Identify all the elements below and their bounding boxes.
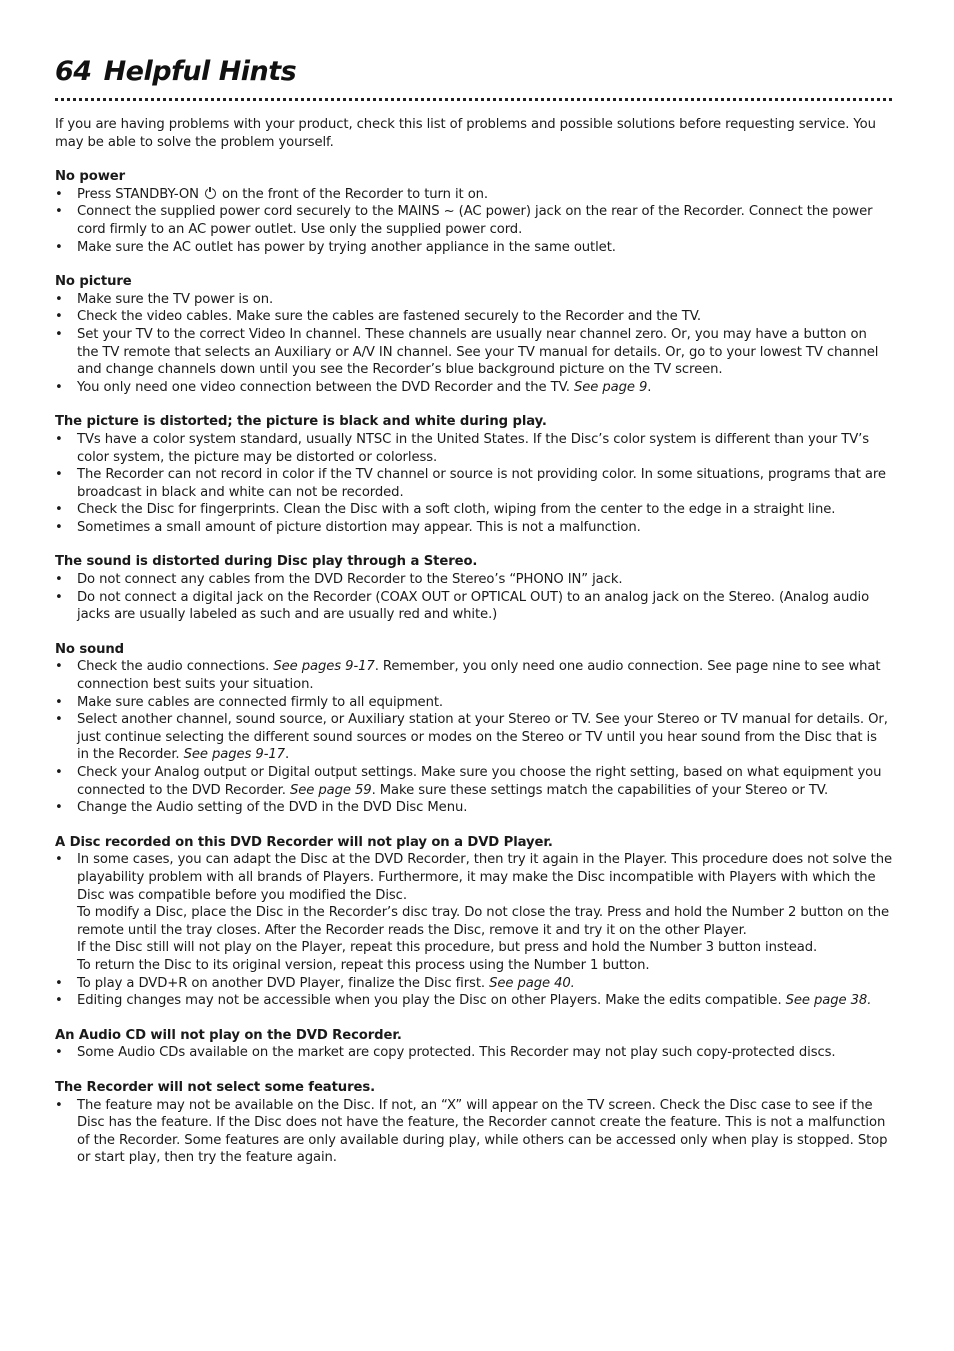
list-item bbox=[55, 308, 892, 326]
page-title: Helpful Hints bbox=[103, 56, 297, 87]
item-text: To play a DVD+R on another DVD Player, finalize the Disc first. bbox=[77, 975, 485, 991]
item-text: Check the video cables. Make sure the cables are fastened securely to the Recorder and the TV. bbox=[77, 309, 702, 325]
hint-section bbox=[55, 1027, 892, 1062]
section-heading: A Disc recorded on this DVD Recorder will not play on a DVD Player. bbox=[55, 834, 553, 850]
bullet-icon: • bbox=[55, 589, 63, 605]
section-heading: No sound bbox=[55, 641, 125, 657]
item-text: Make sure cables are connected firmly to all equipment. bbox=[77, 694, 443, 710]
list-item bbox=[55, 519, 892, 537]
item-text: Some Audio CDs available on the market are copy protected. This Recorder may not play such copy-protected discs. bbox=[77, 1045, 836, 1061]
page-reference: See pages 9-17 bbox=[273, 659, 375, 675]
section-heading: The picture is distorted; the picture is black and white during play. bbox=[55, 414, 547, 430]
page-reference: See page 38. bbox=[785, 993, 872, 1009]
item-text: Press STANDBY-ON bbox=[77, 186, 199, 202]
item-text-line: To modify a Disc, place the Disc in the Recorder’s disc tray. Do not close the tray. Press and hold the Number 2 button on the remote until the tray closes. After the Recorder reads the Disc, remove it and try it on the other Player. bbox=[77, 905, 890, 938]
hint-section bbox=[55, 641, 892, 817]
bullet-icon: • bbox=[55, 519, 63, 535]
item-text: Make sure the TV power is on. bbox=[77, 291, 274, 307]
item-text: Do not connect any cables from the DVD Recorder to the Stereo’s “PHONO IN” jack. bbox=[77, 572, 623, 588]
section-heading: No power bbox=[55, 169, 126, 185]
bullet-icon: • bbox=[55, 765, 63, 780]
page-reference: See page 59 bbox=[289, 782, 372, 798]
list-item bbox=[55, 466, 892, 501]
power-icon bbox=[205, 188, 216, 199]
list-item bbox=[55, 431, 892, 466]
item-text-tail: . bbox=[647, 379, 652, 395]
item-text: on the front of the Recorder to turn it on. bbox=[221, 186, 489, 202]
bullet-icon: • bbox=[55, 694, 63, 710]
page-reference: See pages 9-17 bbox=[183, 747, 285, 763]
list-item bbox=[55, 203, 892, 238]
bullet-list bbox=[55, 431, 892, 537]
item-text: Check your Analog output or Digital output settings. Make sure you choose the right setting, based on what equipment you connected to the DVD Recorder. bbox=[77, 765, 882, 798]
section-heading: No picture bbox=[55, 274, 132, 290]
list-item bbox=[55, 992, 892, 1010]
page-header bbox=[55, 56, 296, 96]
dotted-divider bbox=[55, 98, 892, 101]
bullet-icon: • bbox=[55, 659, 63, 675]
list-item bbox=[55, 711, 892, 764]
item-text: Check the audio connections. bbox=[77, 659, 270, 675]
intro-paragraph: If you are having problems with your product, check this list of problems and possible solutions before requesting service. You may be able to solve the problem yourself. bbox=[55, 117, 876, 150]
bullet-list bbox=[55, 1097, 892, 1167]
item-text: Sometimes a small amount of picture distortion may appear. This is not a malfunction. bbox=[77, 519, 641, 535]
list-item bbox=[55, 975, 892, 993]
hint-section bbox=[55, 553, 892, 623]
page-reference: See page 40. bbox=[489, 975, 575, 991]
item-text: Do not connect a digital jack on the Recorder (COAX OUT or OPTICAL OUT) to an analog jack on the Stereo. (Analog audio jacks are usually labeled as such and are usually red and white.) bbox=[77, 589, 870, 623]
list-item bbox=[55, 658, 892, 693]
list-item bbox=[55, 239, 892, 257]
list-item bbox=[55, 291, 892, 309]
bullet-list bbox=[55, 851, 892, 1009]
item-text: You only need one video connection between the DVD Recorder and the TV. bbox=[77, 379, 570, 395]
list-item bbox=[55, 379, 892, 397]
list-item bbox=[55, 764, 892, 799]
item-text-line: In some cases, you can adapt the Disc at the DVD Recorder, then try it again in the Player. This procedure does not solve the playability problem with all brands of Players. Furthermore, it may make the Disc incompatible with Players with which the Disc was compatible before you modified the Disc. bbox=[77, 852, 893, 903]
bullet-icon: • bbox=[55, 1045, 63, 1061]
item-text: Connect the supplied power cord securely to the MAINS ~ (AC power) jack on the rear of the Recorder. Connect the power cord firmly to an AC power outlet. Use only the supplied power cord. bbox=[77, 204, 873, 237]
bullet-icon: • bbox=[55, 204, 63, 220]
bullet-icon: • bbox=[55, 379, 63, 395]
page-content bbox=[55, 116, 892, 1184]
bullet-icon: • bbox=[55, 239, 63, 255]
hint-section bbox=[55, 168, 892, 256]
list-item bbox=[55, 571, 892, 589]
bullet-list bbox=[55, 291, 892, 397]
bullet-list bbox=[55, 1044, 892, 1062]
list-item bbox=[55, 1044, 892, 1062]
bullet-list bbox=[55, 186, 892, 256]
item-text: Check the Disc for fingerprints. Clean the Disc with a soft cloth, wiping from the center to the edge in a straight line. bbox=[77, 502, 836, 518]
bullet-icon: • bbox=[55, 431, 63, 447]
item-text: Set your TV to the correct Video In channel. These channels are usually near channel zero. Or, you may have a button on the TV remote that selects an Auxiliary or A/V IN channel. See your TV manual for details. Or, go to your lowest TV channel and change channels down until you see the Recorder’s blue background picture on the TV screen. bbox=[77, 326, 879, 378]
section-heading: An Audio CD will not play on the DVD Recorder. bbox=[55, 1027, 402, 1043]
item-text: Editing changes may not be accessible when you play the Disc on other Players. Make the edits compatible. bbox=[77, 993, 782, 1009]
bullet-list bbox=[55, 658, 892, 816]
hint-section bbox=[55, 1079, 892, 1167]
item-text: TVs have a color system standard, usually NTSC in the United States. If the Disc’s color system is different than your TV’s color system, the picture may be distorted or colorless. bbox=[77, 431, 870, 465]
list-item bbox=[55, 799, 892, 817]
bullet-icon: • bbox=[55, 852, 63, 868]
list-item bbox=[55, 851, 892, 974]
bullet-icon: • bbox=[55, 309, 63, 325]
bullet-icon: • bbox=[55, 712, 63, 728]
bullet-icon: • bbox=[55, 993, 63, 1009]
item-text: Select another channel, sound source, or Auxiliary station at your Stereo or TV. See your Stereo or TV manual for details. Or, just continue selecting the different sound sources or modes on the Stereo or TV until you hear sound from the Disc that is in the Recorder. bbox=[77, 712, 888, 763]
item-text-tail: . bbox=[284, 747, 290, 763]
hint-section bbox=[55, 413, 892, 536]
bullet-icon: • bbox=[55, 186, 63, 202]
list-item bbox=[55, 501, 892, 519]
bullet-icon: • bbox=[55, 326, 63, 342]
bullet-icon: • bbox=[55, 800, 63, 816]
item-text-tail: . Make sure these settings match the capabilities of your Stereo or TV. bbox=[371, 782, 829, 798]
item-text-line: If the Disc still will not play on the Player, repeat this procedure, but press and hold the Number 3 button instead. bbox=[77, 940, 818, 956]
hints-sections bbox=[55, 168, 892, 1167]
list-item bbox=[55, 186, 892, 204]
list-item bbox=[55, 326, 892, 379]
bullet-icon: • bbox=[55, 975, 63, 991]
hint-section bbox=[55, 273, 892, 396]
item-text-line: To return the Disc to its original version, repeat this process using the Number 1 button. bbox=[77, 957, 650, 973]
bullet-icon: • bbox=[55, 1097, 63, 1113]
page-number: 64 bbox=[55, 56, 92, 87]
page-reference: See page 9 bbox=[573, 379, 648, 395]
list-item bbox=[55, 1097, 892, 1167]
item-text: The Recorder can not record in color if the TV channel or source is not providing color. In some situations, programs that are broadcast in black and white can not be recorded. bbox=[77, 467, 886, 500]
item-text-tail: . Remember, you only need one audio connection. See page nine to see what connection best suits your situation. bbox=[77, 659, 881, 693]
bullet-list bbox=[55, 571, 892, 624]
hint-section bbox=[55, 834, 892, 1010]
bullet-icon: • bbox=[55, 467, 63, 483]
list-item bbox=[55, 589, 892, 624]
list-item bbox=[55, 694, 892, 712]
bullet-icon: • bbox=[55, 502, 63, 518]
section-heading: The Recorder will not select some features. bbox=[55, 1079, 375, 1095]
bullet-icon: • bbox=[55, 291, 63, 307]
item-text: Make sure the AC outlet has power by trying another appliance in the same outlet. bbox=[77, 239, 616, 255]
item-text: Change the Audio setting of the DVD in the DVD Disc Menu. bbox=[77, 800, 468, 816]
item-text: The feature may not be available on the Disc. If not, an “X” will appear on the TV screen. Check the Disc case to see if the Disc has the feature. If the Disc does not have the feature, the Recorder cannot create the feature. This is not a malfunction of the Recorder. Some features are only available during play, while others can be accessed only when play is stopped. Stop or start play, then try the feature again. bbox=[77, 1097, 888, 1166]
section-heading: The sound is distorted during Disc play through a Stereo. bbox=[55, 554, 478, 570]
bullet-icon: • bbox=[55, 572, 63, 588]
